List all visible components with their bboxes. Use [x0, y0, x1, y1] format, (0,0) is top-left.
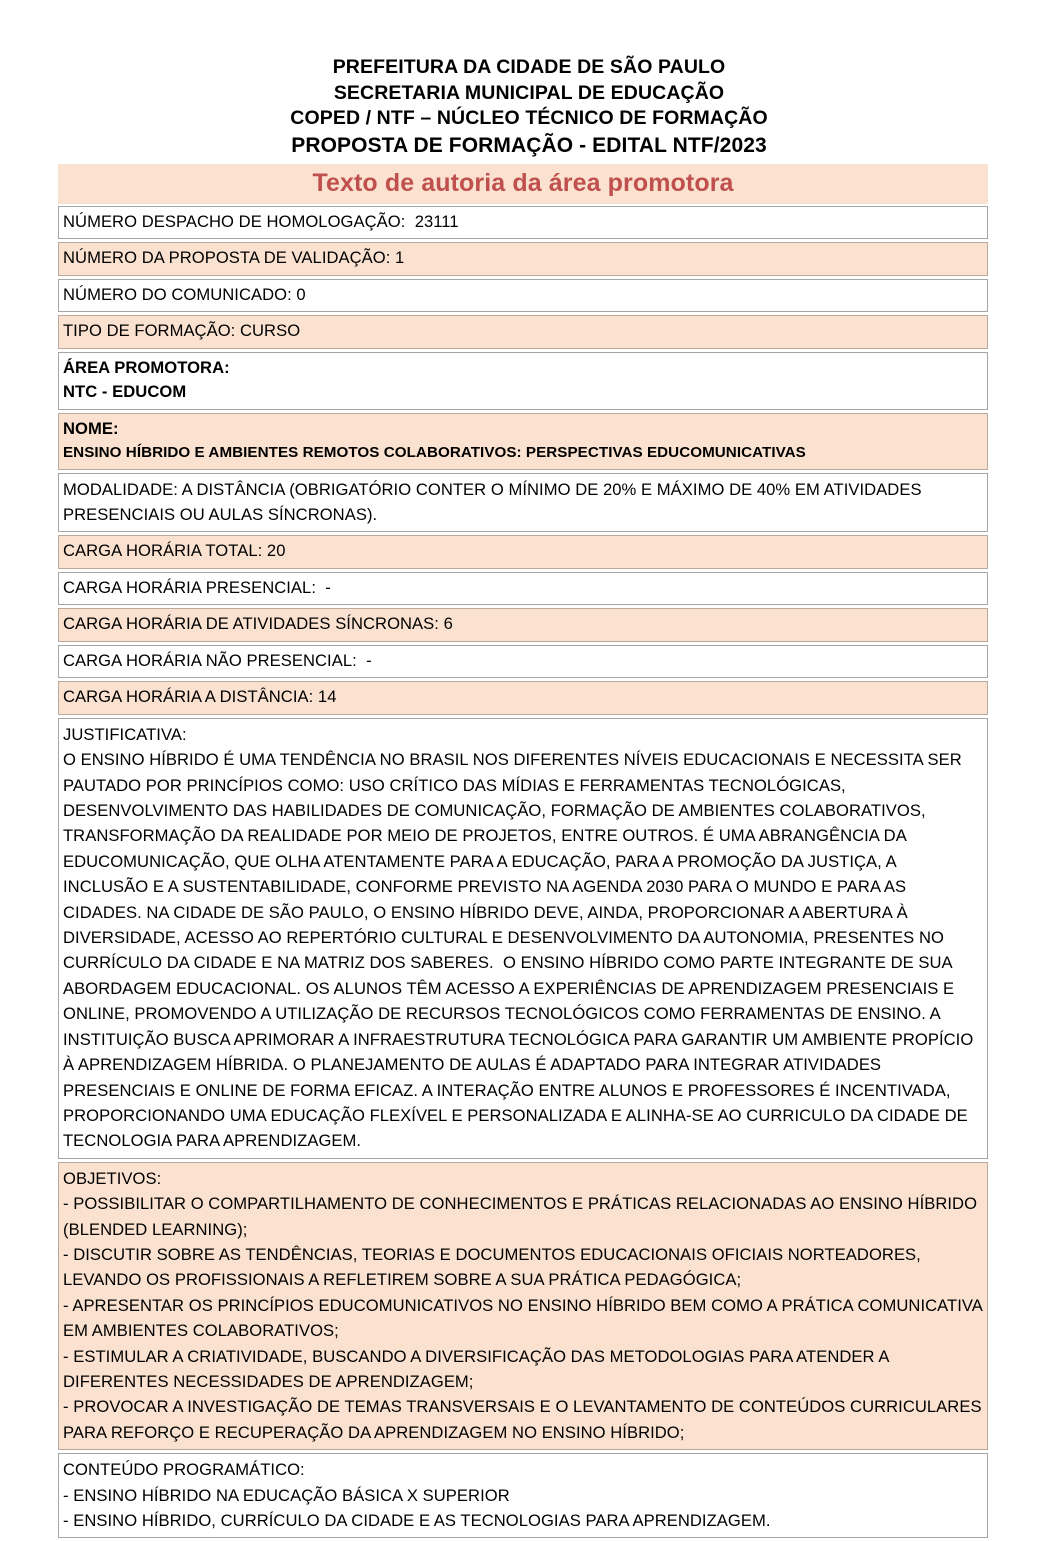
- field-tipo-formacao: TIPO DE FORMAÇÃO: CURSO: [63, 321, 301, 340]
- row-numero-proposta-validacao: [58, 242, 988, 276]
- document-header: [0, 0, 1058, 159]
- row-nome-formacao: [58, 413, 988, 470]
- header-line-secretaria: SECRETARIA MUNICIPAL DE EDUCAÇÃO: [333, 81, 725, 104]
- row-conteudo-programatico: [58, 1453, 988, 1538]
- row-carga-horaria-presencial: [58, 572, 988, 606]
- label-conteudo-programatico: CONTEÚDO PROGRAMÁTICO:: [63, 1460, 305, 1480]
- row-objetivos: [58, 1162, 988, 1450]
- proposal-form-table: [58, 206, 988, 1539]
- field-numero-proposta-validacao: NÚMERO DA PROPOSTA DE VALIDAÇÃO: 1: [63, 248, 405, 267]
- field-numero-comunicado: NÚMERO DO COMUNICADO: 0: [63, 284, 306, 304]
- objetivo-item: - ESTIMULAR A CRIATIVIDADE, BUSCANDO A DIVERSIFICAÇÃO DAS METODOLOGIAS PARA ATENDER A DIFERENTES NECESSIDADES DE APRENDIZAGEM;: [63, 1346, 894, 1391]
- field-carga-horaria-presencial: CARGA HORÁRIA PRESENCIAL: -: [63, 577, 331, 597]
- authorship-banner: [58, 164, 988, 204]
- objetivo-item: - PROVOCAR A INVESTIGAÇÃO DE TEMAS TRANSVERSAIS E O LEVANTAMENTO DE CONTEÚDOS CURRICULARES PARA REFORÇO E RECUPERAÇÃO DA APRENDIZAGEM NO ENSINO HÍBRIDO;: [63, 1397, 987, 1442]
- row-area-promotora: [58, 352, 988, 410]
- objetivo-item: - POSSIBILITAR O COMPARTILHAMENTO DE CONHECIMENTOS E PRÁTICAS RELACIONADAS AO ENSINO HÍBRIDO (BLENDED LEARNING);: [63, 1194, 982, 1239]
- label-justificativa: JUSTIFICATIVA:: [63, 724, 187, 744]
- authorship-banner-title: Texto de autoria da área promotora: [312, 168, 734, 197]
- row-justificativa: [58, 718, 988, 1159]
- conteudo-item: - ENSINO HÍBRIDO, CURRÍCULO DA CIDADE E AS TECNOLOGIAS PARA APRENDIZAGEM.: [63, 1511, 771, 1530]
- row-numero-comunicado: [58, 279, 988, 313]
- field-carga-horaria-nao-presencial: CARGA HORÁRIA NÃO PRESENCIAL: -: [63, 650, 372, 670]
- value-area-promotora: NTC - EDUCOM: [63, 382, 187, 401]
- header-line-coped-ntf: COPED / NTF – NÚCLEO TÉCNICO DE FORMAÇÃO: [290, 107, 768, 129]
- field-carga-horaria-total: CARGA HORÁRIA TOTAL: 20: [63, 541, 286, 561]
- row-numero-despacho: [58, 206, 988, 240]
- field-modalidade: MODALIDADE: A DISTÂNCIA (OBRIGATÓRIO CONTER O MÍNIMO DE 20% E MÁXIMO DE 40% EM ATIVIDADES PRESENCIAIS OU AULAS SÍNCRONAS).: [63, 479, 927, 524]
- label-area-promotora: ÁREA PROMOTORA:: [63, 357, 230, 377]
- conteudo-item: - ENSINO HÍBRIDO NA EDUCAÇÃO BÁSICA X SUPERIOR: [63, 1485, 510, 1505]
- field-numero-despacho: NÚMERO DESPACHO DE HOMOLOGAÇÃO: 23111: [63, 211, 459, 231]
- row-carga-horaria-distancia: [58, 681, 988, 715]
- label-nome: NOME:: [63, 418, 119, 438]
- objetivo-item: - DISCUTIR SOBRE AS TENDÊNCIAS, TEORIAS E DOCUMENTOS EDUCACIONAIS OFICIAIS NORTEADORES, LEVANDO OS PROFISSIONAIS A REFLETIREM SOBRE A SUA PRÁTICA PEDAGÓGICA;: [63, 1244, 926, 1290]
- header-line-proposta: PROPOSTA DE FORMAÇÃO - EDITAL NTF/2023: [291, 133, 767, 157]
- objetivo-item: - APRESENTAR OS PRINCÍPIOS EDUCOMUNICATIVOS NO ENSINO HÍBRIDO BEM COMO A PRÁTICA COMUNICATIVA EM AMBIENTES COLABORATIVOS;: [63, 1295, 987, 1341]
- field-carga-horaria-distancia: CARGA HORÁRIA A DISTÂNCIA: 14: [63, 687, 337, 707]
- label-objetivos: OBJETIVOS:: [63, 1168, 162, 1188]
- row-modalidade: [58, 473, 988, 533]
- text-justificativa: O ENSINO HÍBRIDO É UMA TENDÊNCIA NO BRASIL NOS DIFERENTES NÍVEIS EDUCACIONAIS E NECESSITA SER PAUTADO POR PRINCÍPIOS COMO: USO CRÍTICO DAS MÍDIAS E FERRAMENTAS TECNOLÓGICAS, DESENVOLVIMENTO DAS HABILIDADES DE COMUNICAÇÃO, FORMAÇÃO DE AMBIENTES COLABORATIVOS, TRANSFORMAÇÃO DA REALIDADE POR MEIO DE PROJETOS, ENTRE OUTROS. É UMA ABRANGÊNCIA DA EDUCOMUNICAÇÃO, QUE OLHA ATENTAMENTE PARA A EDUCAÇÃO, PARA A PROMOÇÃO DA JUSTIÇA, A INCLUSÃO E A SUSTENTABILIDADE, CONFORME PREVISTO NA AGENDA 2030 PARA O MUNDO E PARA AS CIDADES. NA CIDADE DE SÃO PAULO, O ENSINO HÍBRIDO DEVE, AINDA, PROPORCIONAR A ABERTURA À DIVERSIDADE, ACESSO AO REPERTÓRIO CULTURAL E DESENVOLVIMENTO DA AUTONOMIA, PRESENTES NO CURRÍCULO DA CIDADE E NA MATRIZ DOS SABERES. O ENSINO HÍBRIDO COMO PARTE INTEGRANTE DE SUA ABORDAGEM EDUCACIONAL. OS ALUNOS TÊM ACESSO A EXPERIÊNCIAS DE APRENDIZAGEM PRESENCIAIS E ONLINE, PROMOVENDO A UTILIZAÇÃO DE RECURSOS TECNOLÓGICOS COMO FERRAMENTAS DE ENSINO. A INSTITUIÇÃO BUSCA APRIMORAR A INFRAESTRUTURA TECNOLÓGICA PARA GARANTIR UM AMBIENTE PROPÍCIO À APRENDIZAGEM HÍBRIDA. O PLANEJAMENTO DE AULAS É ADAPTADO PARA INTEGRAR ATIVIDADES PRESENCIAIS E ONLINE DE FORMA EFICAZ. A INTERAÇÃO ENTRE ALUNOS E PROFESSORES É INCENTIVADA, PROPORCIONANDO UMA EDUCAÇÃO FLEXÍVEL E PERSONALIZADA E ALINHA-SE AO CURRICULO DA CIDADE DE TECNOLOGIA PARA APRENDIZAGEM.: [63, 750, 978, 1151]
- field-carga-horaria-sincronas: CARGA HORÁRIA DE ATIVIDADES SÍNCRONAS: 6: [63, 614, 453, 634]
- row-carga-horaria-sincronas: [58, 608, 988, 642]
- row-carga-horaria-total: [58, 535, 988, 569]
- header-line-prefeitura: PREFEITURA DA CIDADE DE SÃO PAULO: [332, 56, 726, 78]
- value-nome: ENSINO HÍBRIDO E AMBIENTES REMOTOS COLABORATIVOS: PERSPECTIVAS EDUCOMUNICATIVAS: [63, 443, 806, 461]
- row-tipo-formacao: [58, 315, 988, 349]
- row-carga-horaria-nao-presencial: [58, 645, 988, 679]
